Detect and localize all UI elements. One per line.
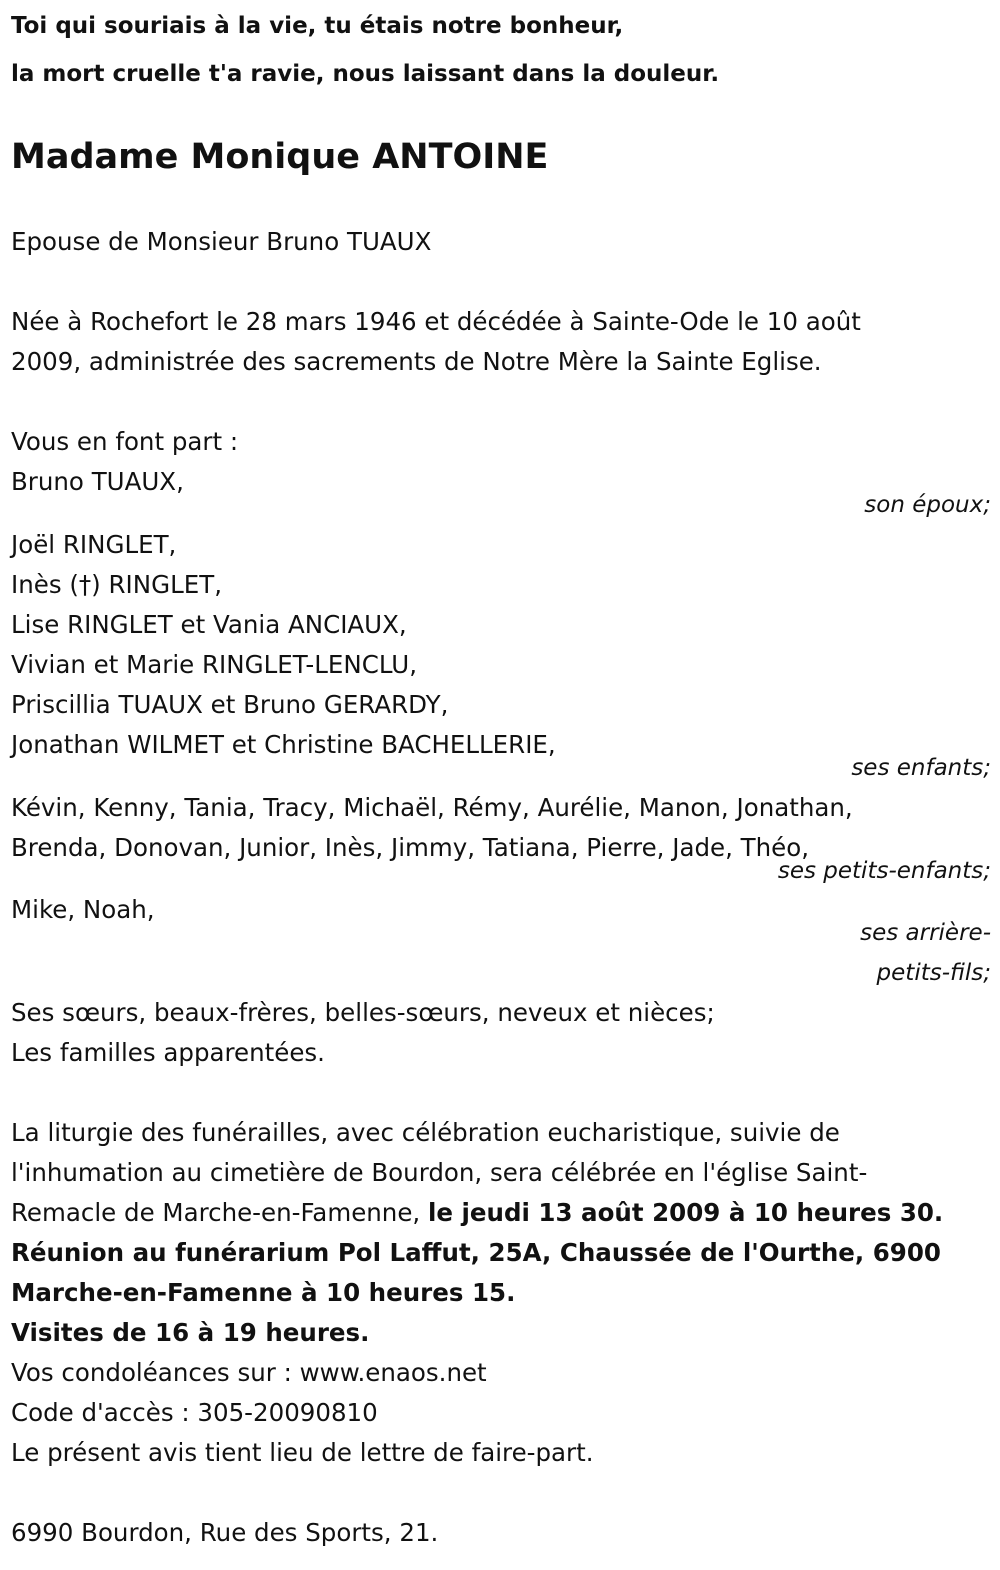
child-name: Joël RINGLET, [11,530,177,559]
funeral-text: Remacle de Marche-en-Famenne, [11,1198,428,1227]
spouse-role: son époux; [864,492,991,518]
funeral-line: l'inhumation au cimetière de Bourdon, sera célébrée en l'église Saint- [11,1158,868,1187]
gathering-line: Marche-en-Famenne à 10 heures 15. [11,1278,516,1307]
access-code-line: Code d'accès : 305-20090810 [11,1398,378,1427]
family-line: Les familles apparentées. [11,1038,325,1067]
gathering-line: Réunion au funérarium Pol Laffut, 25A, Chaussée de l'Ourthe, 6900 [11,1238,941,1267]
deceased-name: Madame Monique ANTOINE [11,137,549,177]
child-name: Lise RINGLET et Vania ANCIAUX, [11,610,407,639]
child-name: Vivian et Marie RINGLET-LENCLU, [11,650,417,679]
grandchildren-line: Kévin, Kenny, Tania, Tracy, Michaël, Rémy, Aurélie, Manon, Jonathan, [11,793,853,822]
great-grandchildren-line: Mike, Noah, [11,895,155,924]
grandchildren-line: Brenda, Donovan, Junior, Inès, Jimmy, Tatiana, Pierre, Jade, Théo, [11,833,809,862]
birth-death-line: 2009, administrée des sacrements de Notre Mère la Sainte Eglise. [11,347,822,376]
condolences-line: Vos condoléances sur : www.enaos.net [11,1358,487,1387]
address-line: 6990 Bourdon, Rue des Sports, 21. [11,1518,439,1547]
spouse-line: Epouse de Monsieur Bruno TUAUX [11,227,432,256]
great-grandchildren-role: petits-fils; [876,960,991,986]
funeral-line [11,1193,943,1233]
epigraph-line: Toi qui souriais à la vie, tu étais notre bonheur, [11,13,624,39]
child-name: Inès (†) RINGLET, [11,570,222,599]
funeral-line: La liturgie des funérailles, avec célébration eucharistique, suivie de [11,1118,840,1147]
epigraph-line: la mort cruelle t'a ravie, nous laissant dans la douleur. [11,61,720,87]
family-line: Ses sœurs, beaux-frères, belles-sœurs, neveux et nièces; [11,998,715,1027]
notice-line: Le présent avis tient lieu de lettre de faire-part. [11,1438,594,1467]
grandchildren-role: ses petits-enfants; [777,858,991,884]
child-name: Jonathan WILMET et Christine BACHELLERIE, [11,730,556,759]
intro-line: Vous en font part : [11,427,239,456]
birth-death-line: Née à Rochefort le 28 mars 1946 et décédée à Sainte-Ode le 10 août [11,307,861,336]
spouse-name: Bruno TUAUX, [11,467,184,496]
visits-line: Visites de 16 à 19 heures. [11,1318,370,1347]
funeral-date: le jeudi 13 août 2009 à 10 heures 30. [427,1198,944,1227]
child-name: Priscillia TUAUX et Bruno GERARDY, [11,690,449,719]
children-role: ses enfants; [851,755,991,781]
great-grandchildren-role: ses arrière- [860,920,991,946]
